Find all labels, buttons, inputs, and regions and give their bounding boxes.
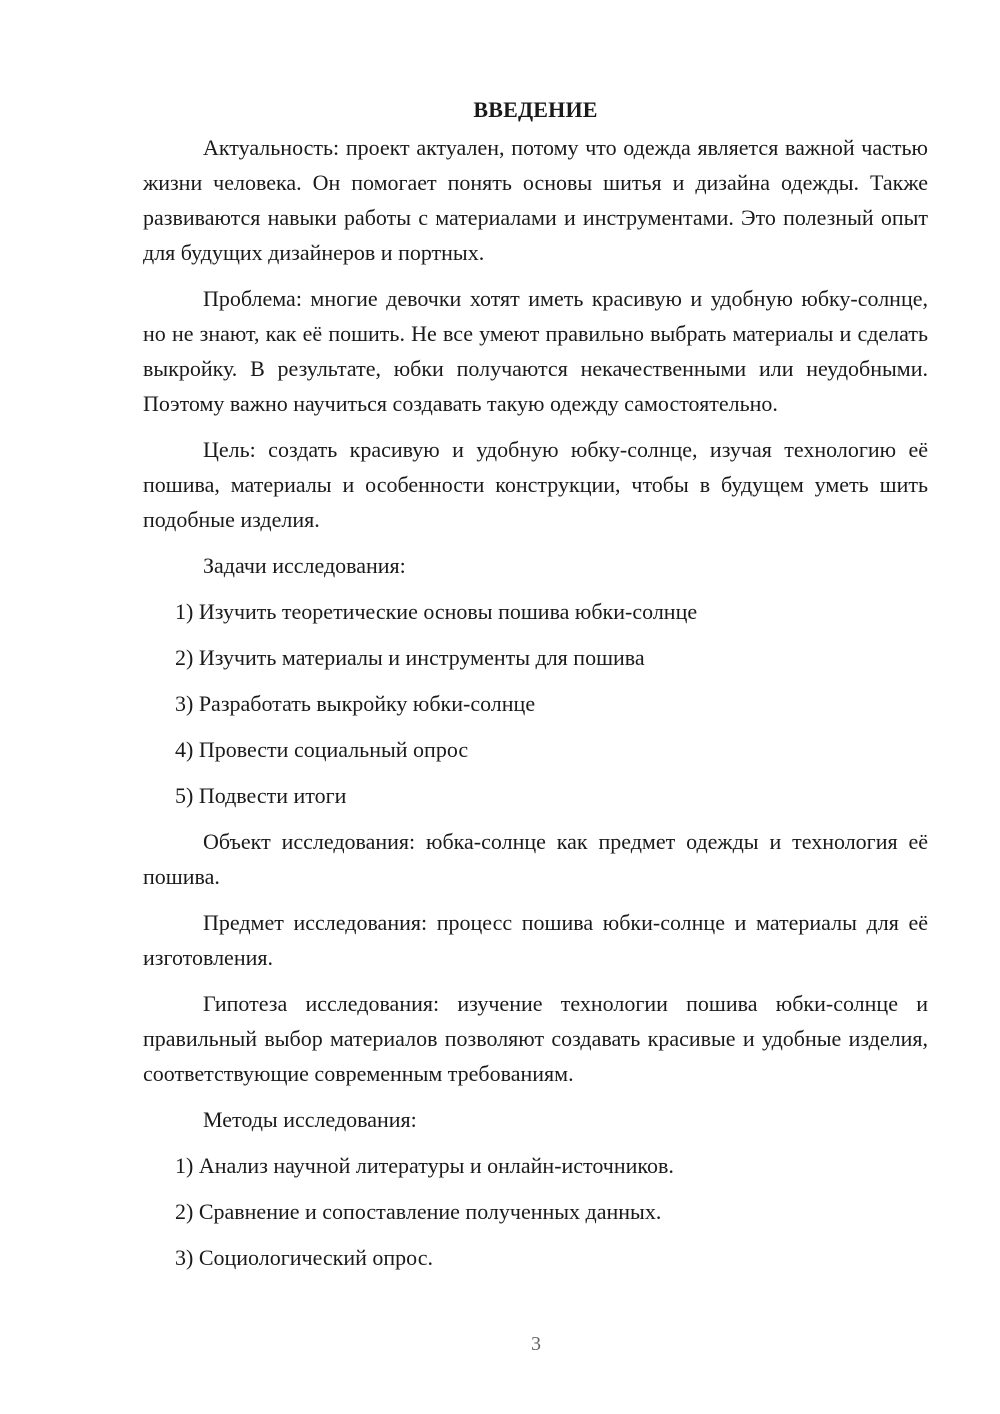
tasks-heading: Задачи исследования: (203, 553, 406, 578)
paragraph-object: Объект исследования: юбка-солнце как предмет одежды и технология её пошива. (143, 829, 928, 889)
methods-heading: Методы исследования: (203, 1107, 417, 1132)
list-item: 3) Социологический опрос. (175, 1245, 433, 1270)
list-item: 4) Провести социальный опрос (175, 737, 469, 762)
list-item: 3) Разработать выкройку юбки-солнце (175, 691, 536, 716)
list-item: 1) Анализ научной литературы и онлайн-источников. (175, 1153, 674, 1178)
paragraph-problem: Проблема: многие девочки хотят иметь красивую и удобную юбку-солнце, но не знают, как её пошить. Не все умеют правильно выбрать материалы и сделать выкройку. В результате, юбки получаются некачественными или неудобными. Поэтому важно научиться создавать такую одежду самостоятельно. (143, 286, 928, 416)
tasks-list (143, 594, 928, 813)
list-item: 2) Сравнение и сопоставление полученных данных. (175, 1199, 662, 1224)
paragraph-relevance: Актуальность: проект актуален, потому что одежда является важной частью жизни человека. Он помогает понять основы шитья и дизайна одежды. Также развиваются навыки работы с материалами и инструментами. Это полезный опыт для будущих дизайнеров и портных. (143, 135, 928, 265)
page-title: ВВЕДЕНИЕ (473, 97, 598, 122)
document-page (143, 95, 928, 1286)
paragraph-subject: Предмет исследования: процесс пошива юбки-солнце и материалы для её изготовления. (143, 910, 928, 970)
list-item: 5) Подвести итоги (175, 783, 347, 808)
paragraph-goal: Цель: создать красивую и удобную юбку-солнце, изучая технологию её пошива, материалы и особенности конструкции, чтобы в будущем уметь шить подобные изделия. (143, 437, 928, 532)
paragraph-hypothesis: Гипотеза исследования: изучение технологии пошива юбки-солнце и правильный выбор материалов позволяют создавать красивые и удобные изделия, соответствующие современным требованиям. (143, 991, 928, 1086)
list-item: 2) Изучить материалы и инструменты для пошива (175, 645, 645, 670)
page-number: 3 (531, 1333, 541, 1355)
list-item: 1) Изучить теоретические основы пошива юбки-солнце (175, 599, 698, 624)
methods-list (143, 1148, 928, 1275)
